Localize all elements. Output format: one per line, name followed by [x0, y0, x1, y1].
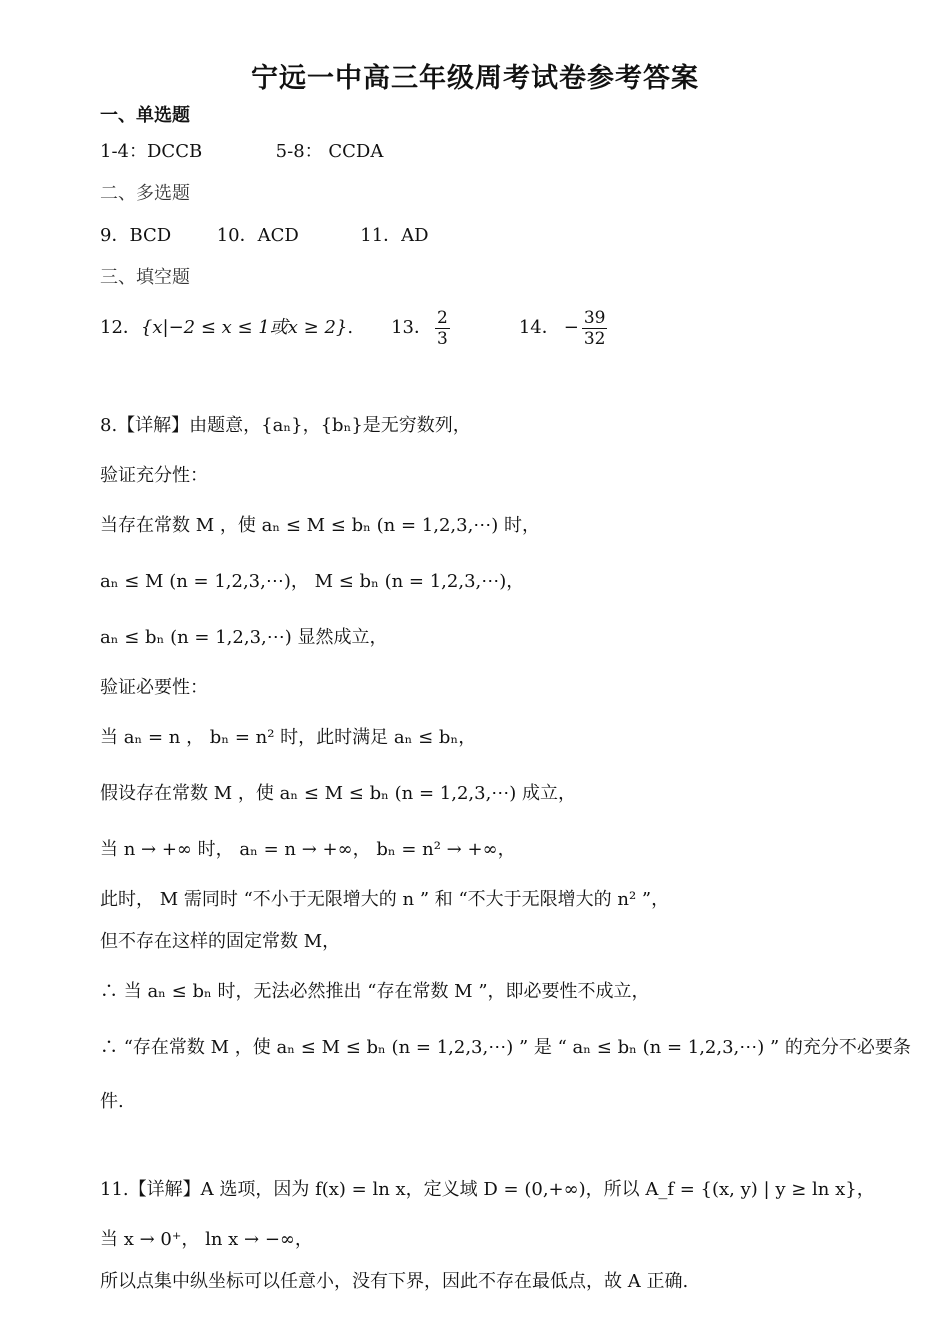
answer-10: 10．ACD [216, 225, 299, 246]
solution-11-line-3: 所以点集中纵坐标可以任意小，没有下界，因此不存在最低点，故 A 正确. [100, 1271, 689, 1292]
answer-5-8: 5-8： CCDA [275, 141, 384, 162]
page-title: 宁远一中高三年级周考试卷参考答案 [251, 63, 699, 94]
section-heading-fill-blank: 三、填空题 [100, 267, 190, 288]
answers-fill-blank [100, 304, 610, 352]
solution-8-line-14: 件. [100, 1091, 124, 1112]
section-heading-multi-choice: 二、多选题 [100, 183, 190, 204]
solution-11-line-2: 当 x → 0⁺， ln x → −∞， [100, 1229, 313, 1250]
answer-13-label: 13． [391, 317, 432, 338]
solution-8-line-7: 当 aₙ = n ， bₙ = n² 时，此时满足 aₙ ≤ bₙ， [100, 727, 477, 748]
answer-14-label: 14． [518, 317, 560, 338]
section-heading-single-choice: 一、单选题 [100, 105, 190, 126]
answers-multi-choice [100, 224, 429, 248]
solution-8-line-2: 验证充分性： [100, 465, 208, 486]
answer-13-denominator: 3 [436, 328, 448, 349]
answer-12-label: 12． [100, 317, 141, 338]
solution-8-line-10: 此时， M 需同时 “不小于无限增大的 n ” 和 “不大于无限增大的 n² ”， [100, 889, 670, 910]
solution-8-line-8: 假设存在常数 M ，使 aₙ ≤ M ≤ bₙ (n = 1,2,3,⋯) 成立， [100, 783, 577, 804]
solution-8-line-12: ∴ 当 aₙ ≤ bₙ 时，无法必然推出 “存在常数 M ”，即必要性不成立， [100, 981, 650, 1002]
answer-14-numerator: 39 [583, 307, 606, 328]
answer-12: {x|−2 ≤ x ≤ 1或x ≥ 2} [140, 317, 348, 338]
solution-8-line-3: 当存在常数 M ，使 aₙ ≤ M ≤ bₙ (n = 1,2,3,⋯) 时， [100, 515, 541, 536]
solution-8-line-13: ∴ “存在常数 M ，使 aₙ ≤ M ≤ bₙ (n = 1,2,3,⋯) ” 是 “ aₙ ≤ bₙ (n = 1,2,3,⋯) ” 的充分不必要条 [100, 1037, 911, 1058]
answer-14-fraction [582, 308, 608, 349]
solution-8-line-1: 8.【详解】由题意，{aₙ}，{bₙ}是无穷数列， [100, 415, 471, 436]
answer-1-4: 1-4：DCCB [100, 141, 203, 162]
solution-8-line-5: aₙ ≤ bₙ (n = 1,2,3,⋯) 显然成立， [100, 627, 388, 648]
solution-8-line-9: 当 n → +∞ 时， aₙ = n → +∞， bₙ = n² → +∞， [100, 839, 516, 860]
answer-12-end: . [347, 317, 354, 338]
answer-14-denominator: 32 [583, 328, 606, 349]
answers-single-choice [100, 140, 383, 164]
solution-11-line-1: 11.【详解】A 选项，因为 f(x) = ln x，定义域 D = (0,+∞)，所以 A_f = {(x, y) | y ≥ ln x}， [100, 1179, 875, 1200]
answer-14-sign: − [563, 317, 579, 338]
answer-11: 11．AD [360, 225, 429, 246]
answer-13-fraction [435, 308, 450, 349]
solution-8-line-6: 验证必要性： [100, 677, 208, 698]
answer-13-numerator: 2 [436, 307, 448, 328]
solution-8-line-4: aₙ ≤ M (n = 1,2,3,⋯)， M ≤ bₙ (n = 1,2,3,⋯)， [100, 571, 525, 592]
solution-8-line-11: 但不存在这样的固定常数 M， [100, 931, 341, 952]
answer-9: 9．BCD [100, 225, 172, 246]
